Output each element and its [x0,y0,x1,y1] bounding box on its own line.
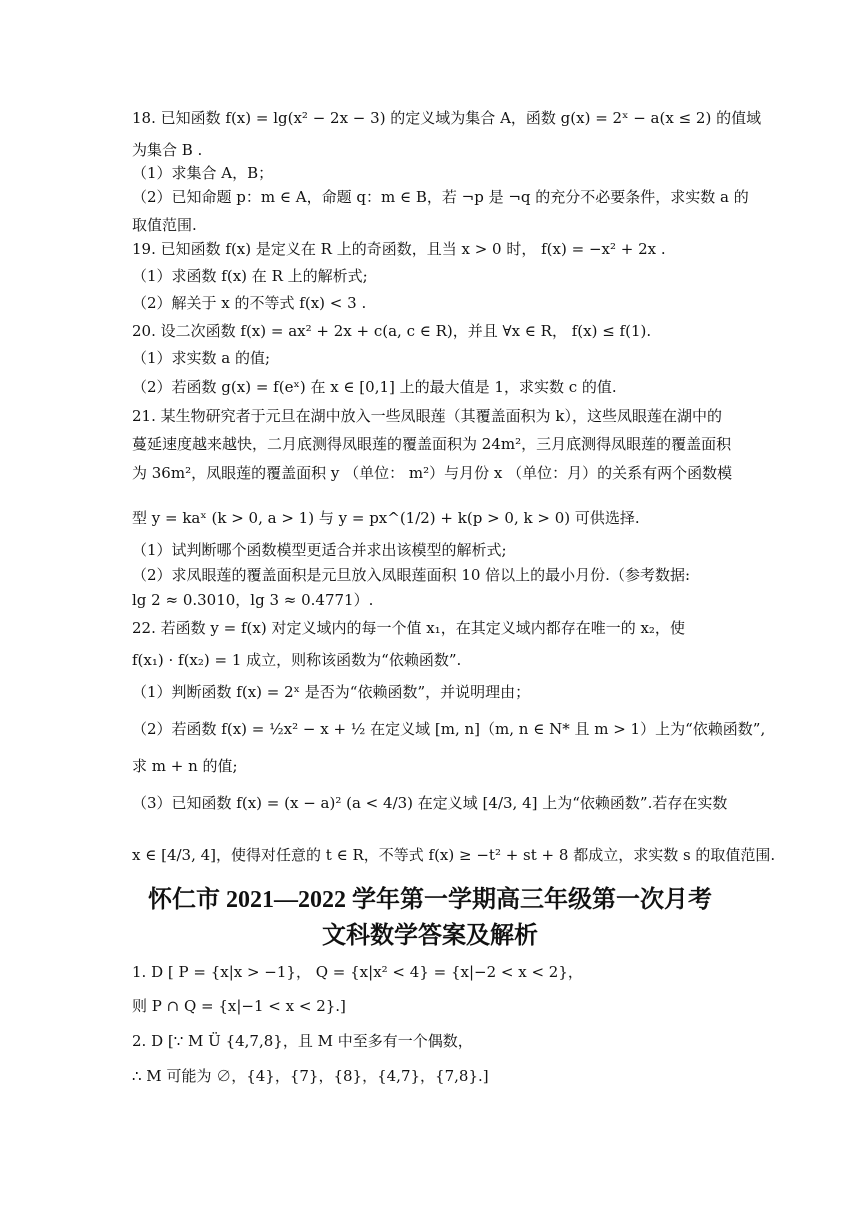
p21-line-6: （2）求凤眼莲的覆盖面积是元旦放入凤眼莲面积 10 倍以上的最小月份.（参考数据: [132,566,690,584]
p19-line-1: 19. 已知函数 f(x) 是定义在 R 上的奇函数，且当 x > 0 时， f(x) = −x² + 2x . [132,240,666,258]
p21-line-5: （1）试判断哪个函数模型更适合并求出该模型的解析式; [132,541,507,559]
p18-line-2: 为集合 B . [132,141,203,159]
p20-line-3: （2）若函数 g(x) = f(eˣ) 在 x ∈ [0,1] 上的最大值是 1，求实数 c 的值. [132,378,617,396]
p21-line-2: 蔓延速度越来越快，二月底测得凤眼莲的覆盖面积为 24m²，三月底测得凤眼莲的覆盖面积 [132,435,732,453]
p21-line-1: 21. 某生物研究者于元旦在湖中放入一些凤眼莲（其覆盖面积为 k），这些凤眼莲在湖中的 [132,407,722,425]
p20-line-1: 20. 设二次函数 f(x) = ax² + 2x + c(a, c ∈ R)，并且 ∀x ∈ R， f(x) ≤ f(1). [132,322,652,340]
p18-line-4: （2）已知命题 p：m ∈ A，命题 q：m ∈ B，若 ¬p 是 ¬q 的充分不必要条件，求实数 a 的 [132,188,749,206]
p22-line-5: 求 m + n 的值; [132,757,238,775]
p18-line-3: （1）求集合 A，B； [132,164,274,182]
p22-line-3: （1）判断函数 f(x) = 2ˣ 是否为“依赖函数”，并说明理由； [132,683,531,701]
p21-line-7: lg 2 ≈ 0.3010，lg 3 ≈ 0.4771）. [132,591,374,609]
p19-line-3: （2）解关于 x 的不等式 f(x) < 3 . [132,294,367,312]
a2-line-1: 2. D [∵ M Ü {4,7,8}，且 M 中至多有一个偶数， [132,1032,473,1050]
p22-line-4: （2）若函数 f(x) = ½x² − x + ½ 在定义域 [m, n]（m, n ∈ N* 且 m > 1）上为“依赖函数”, [132,720,766,738]
p22-line-1: 22. 若函数 y = f(x) 对定义域内的每一个值 x₁，在其定义域内都存在唯一的 x₂，使 [132,619,685,637]
a2-line-2: ∴ M 可能为 ∅，{4}，{7}，{8}，{4,7}，{7,8}.] [132,1067,489,1085]
answer-heading-line-1: 怀仁市 2021—2022 学年第一学期高三年级第一次月考 [148,887,712,913]
p20-line-2: （1）求实数 a 的值; [132,349,271,367]
answer-heading-line-2: 文科数学答案及解析 [322,923,538,949]
p21-line-4: 型 y = kaˣ (k > 0, a > 1) 与 y = px^(1/2) + k(p > 0, k > 0) 可供选择. [132,509,640,527]
a1-line-2: 则 P ∩ Q = {x|−1 < x < 2}.] [132,997,346,1015]
p22-line-2: f(x₁) · f(x₂) = 1 成立，则称该函数为“依赖函数”. [132,651,462,669]
p18-line-5: 取值范围. [132,216,197,234]
p18-line-1: 18. 已知函数 f(x) = lg(x² − 2x − 3) 的定义域为集合 A，函数 g(x) = 2ˣ − a(x ≤ 2) 的值域 [132,109,762,127]
p21-line-3: 为 36m²，凤眼莲的覆盖面积 y （单位： m²）与月份 x （单位：月）的关系有两个函数模 [132,464,733,482]
p22-line-6: （3）已知函数 f(x) = (x − a)² (a < 4/3) 在定义域 [4/3, 4] 上为“依赖函数”.若存在实数 [132,794,728,812]
p19-line-2: （1）求函数 f(x) 在 R 上的解析式; [132,267,368,285]
a1-line-1: 1. D [ P = {x|x > −1}， Q = {x|x² < 4} = {x|−2 < x < 2}， [132,963,583,981]
p22-line-7: x ∈ [4/3, 4]，使得对任意的 t ∈ R，不等式 f(x) ≥ −t² + st + 8 都成立，求实数 s 的取值范围. [132,846,776,864]
